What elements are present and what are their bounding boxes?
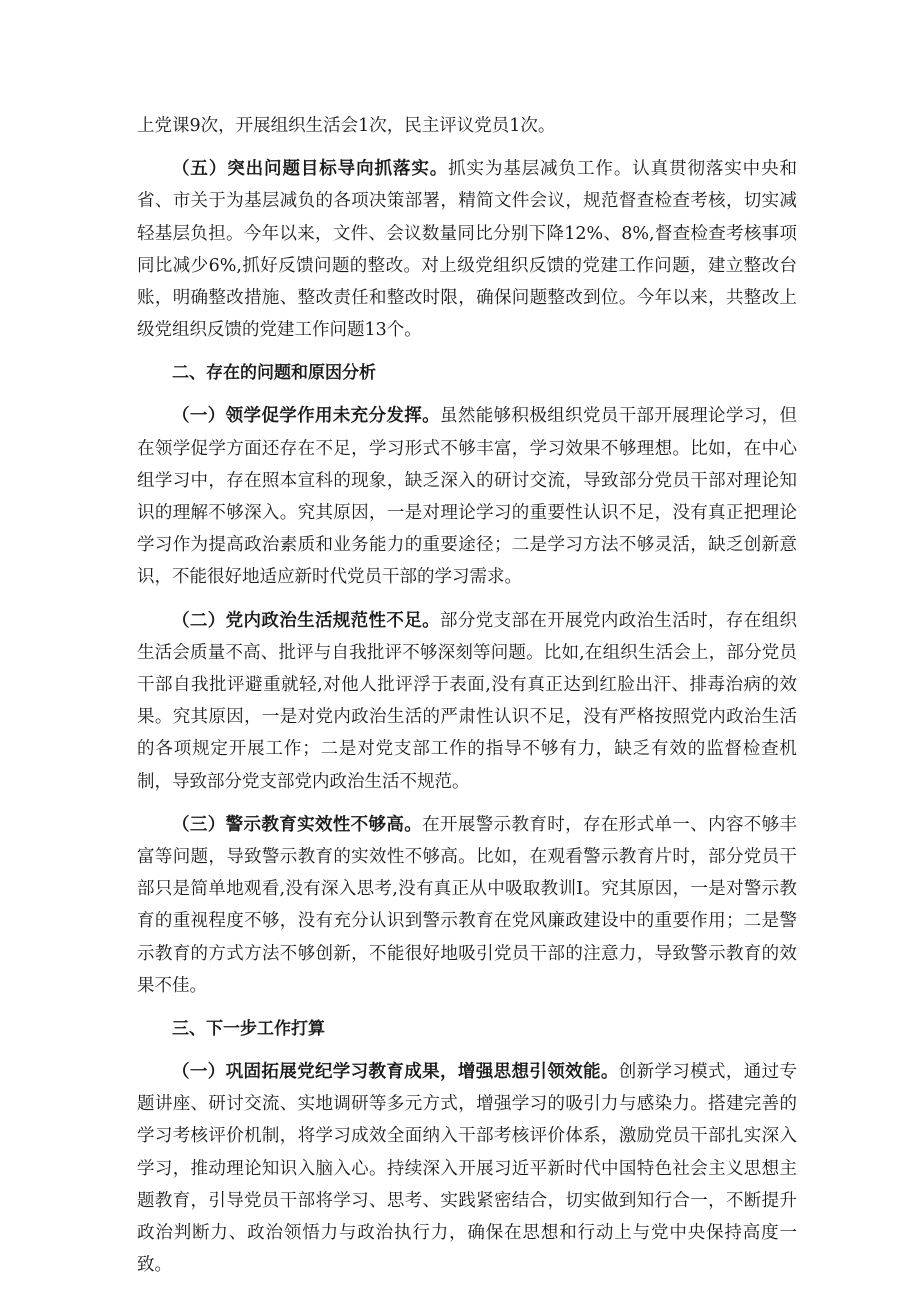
- paragraph-body: 抓实为基层减负工作。认真贯彻落实中央和省、市关于为基层减负的各项决策部署，精简文件会议，规范督查检查考核，切实减轻基层负担。今年以来，文件、会议数量同比分别下降12%、8%,督查检查考核事项同比减少6%,抓好反馈问题的整改。对上级党组织反馈的党建工作问题，建立整改台账，明确整改措施、整改责任和整改时限，确保问题整改到位。今年以来，共整改上级党组织反馈的党建工作问题13个。: [137, 159, 798, 341]
- paragraph-continuation: [137, 110, 797, 142]
- section-heading-2: 二、存在的问题和原因分析: [172, 363, 376, 384]
- paragraph-lead: （二）党内政治生活规范性不足。: [172, 610, 441, 631]
- paragraph-problem-1: [137, 400, 797, 593]
- paragraph-body: 部分党支部在开展党内政治生活时，存在组织生活会质量不高、批评与自我批评不够深刻等问题。比如,在组织生活会上，部分党员干部自我批评避重就轻,对他人批评浮于表面,没有真正达到红脸出汗、排毒治病的效果。究其原因，一是对党内政治生活的严肃性认识不足，没有严格按照党内政治生活的各项规定开展工作；二是对党支部工作的指导不够有力，缺乏有效的监督检查机制，导致部分党支部党内政治生活不规范。: [137, 610, 797, 792]
- paragraph-lead: （五）突出问题目标导向抓落实。: [172, 159, 449, 180]
- paragraph-lead: （一）领学促学作用未充分发挥。: [172, 406, 441, 427]
- paragraph-body: 在开展警示教育时，存在形式单一、内容不够丰富等问题，导致警示教育的实效性不够高。比如，在观看警示教育片时，部分党员干部只是简单地观看,没有深入思考,没有真正从中吸取教训I。究其原因，一是对警示教育的重视程度不够，没有充分认识到警示教育在党风廉政建设中的重要作用；二是警示教育的方式方法不够创新，不能很好地吸引党员干部的注意力，导致警示教育的效果不佳。: [137, 814, 798, 996]
- paragraph-lead: （三）警示教育实效性不够高。: [172, 814, 423, 835]
- paragraph-body: 上党课9次，开展组织生活会1次，民主评议党员1次。: [137, 116, 556, 136]
- paragraph-section-5: [137, 153, 797, 346]
- paragraph-problem-3: [137, 809, 797, 1002]
- paragraph-body: 虽然能够积极组织党员干部开展理论学习，但在领学促学方面还存在不足，学习形式不够丰富，学习效果不够理想。比如，在中心组学习中，存在照本宣科的现象，缺乏深入的研讨交流，导致部分党员干部对理论知识的理解不够深入。究其原因，一是对理论学习的重要性认识不足，没有真正把理论学习作为提高政治素质和业务能力的重要途径；二是学习方法不够灵活，缺乏创新意识，不能很好地适应新时代党员干部的学习需求。: [137, 406, 797, 588]
- paragraph-plan-1: [137, 1056, 797, 1281]
- paragraph-body: 创新学习模式，通过专题讲座、研讨交流、实地调研等多元方式，增强学习的吸引力与感染力。搭建完善的学习考核评价机制，将学习成效全面纳入干部考核评价体系，激励党员干部扎实深入学习，推动理论知识入脑入心。持续深入开展习近平新时代中国特色社会主义思想主题教育，引导党员干部将学习、思考、实践紧密结合，切实做到知行合一，不断提升政治判断力、政治领悟力与政治执行力，确保在思想和行动上与党中央保持高度一致。: [137, 1062, 798, 1276]
- paragraph-lead: （一）巩固拓展党纪学习教育成果，增强思想引领效能。: [172, 1062, 619, 1083]
- section-heading-3: 三、下一步工作打算: [172, 1019, 325, 1040]
- paragraph-problem-2: [137, 605, 797, 798]
- document-page: [137, 110, 797, 1282]
